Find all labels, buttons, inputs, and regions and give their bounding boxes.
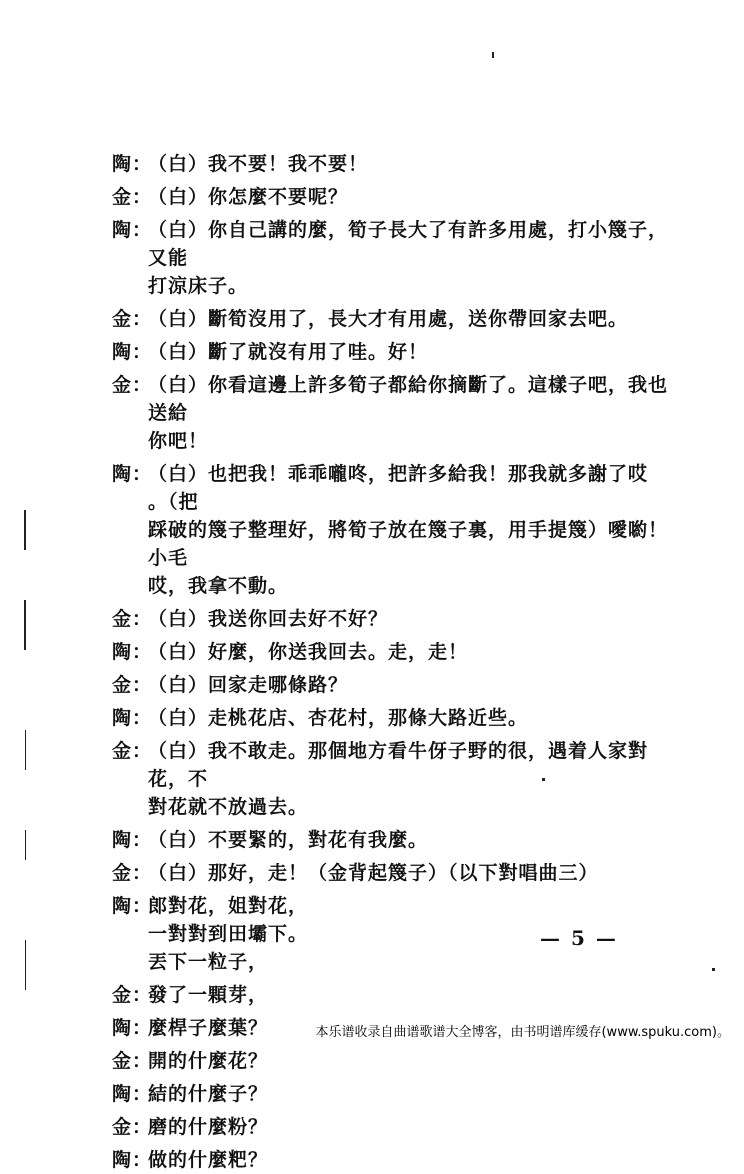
source-footer: 本乐谱收录自曲谱歌谱大全博客，由书明谱库缓存(www.spuku.com)。 <box>315 1025 730 1040</box>
dialogue-text: 做的什麼粑？ <box>148 1149 269 1171</box>
dialogue-text: 磨的什麼粉？ <box>148 1116 269 1138</box>
dialogue-text: （白）我不敢走。那個地方看牛伢子野的很，遇着人家對花，不 <box>148 740 649 790</box>
dialogue-text: （白）你怎麼不要呢？ <box>148 186 349 208</box>
speaker-label: 金： <box>112 740 153 762</box>
dialogue-text: （白）我不要！我不要！ <box>148 153 369 175</box>
speaker-label: 金： <box>112 186 153 208</box>
scan-mark <box>712 968 715 971</box>
speaker-label: 陶： <box>112 1083 153 1105</box>
dialogue-text: 麼桿子麼葉？ <box>148 1017 269 1039</box>
dialogue-text: 郎對花，姐對花， <box>148 895 309 917</box>
speaker-label: 陶： <box>112 1017 153 1039</box>
speaker-label: 金： <box>112 1050 153 1072</box>
dialogue-text: （白）斷了就沒有用了哇。好！ <box>148 341 429 363</box>
dialogue-line <box>112 338 672 366</box>
dialogue-continuation: 丟下一粒子， <box>148 951 269 973</box>
dialogue-line <box>112 605 672 633</box>
dialogue-text: （白）走桃花店、杏花村，那條大路近些。 <box>148 707 529 729</box>
dialogue-line <box>112 1146 672 1174</box>
dialogue-continuation: 你吧！ <box>148 430 209 452</box>
dialogue-line <box>112 1113 672 1141</box>
dialogue-line <box>112 305 672 333</box>
dialogue-line <box>112 737 672 793</box>
speaker-label: 陶： <box>112 463 153 485</box>
scan-mark <box>24 600 26 650</box>
speaker-label: 陶： <box>112 829 153 851</box>
speaker-label: 陶： <box>112 219 153 241</box>
dialogue-line <box>112 150 672 178</box>
dialogue-line <box>112 216 672 272</box>
speaker-label: 陶： <box>112 641 153 663</box>
dialogue-text: （白）好麼，你送我回去。走，走！ <box>148 641 469 663</box>
dialogue-continuation: 踩破的篾子整理好，將筍子放在篾子裏，用手提篾）噯喲！小毛 <box>148 519 669 569</box>
scan-mark <box>542 778 545 781</box>
dialogue-line <box>112 1047 672 1075</box>
dialogue-text: （白）你看這邊上許多筍子都給你摘斷了。這樣子吧，我也送給 <box>148 374 669 424</box>
dialogue-line <box>112 638 672 666</box>
dialogue-continuation: 哎，我拿不動。 <box>148 575 289 597</box>
dialogue-continuation: 打涼床子。 <box>148 275 249 297</box>
dialogue-line <box>112 460 672 516</box>
dialogue-line <box>112 826 672 854</box>
speaker-label: 陶： <box>112 1149 153 1171</box>
dialogue-text: （白）回家走哪條路？ <box>148 674 349 696</box>
speaker-label: 金： <box>112 984 153 1006</box>
dialogue-line <box>112 671 672 699</box>
dialogue-text: （白）我送你回去好不好？ <box>148 608 389 630</box>
speaker-label: 陶： <box>112 341 153 363</box>
speaker-label: 金： <box>112 862 153 884</box>
dialogue-continuation: 一對對到田壩下。 <box>148 923 309 945</box>
speaker-label: 金： <box>112 308 153 330</box>
scan-mark <box>25 730 26 770</box>
speaker-label: 陶： <box>112 707 153 729</box>
dialogue-text: （白）那好，走！（金背起篾子）（以下對唱曲三） <box>148 862 599 884</box>
speaker-label: 金： <box>112 608 153 630</box>
dialogue-text: （白）斷筍沒用了，長大才有用處，送你帶回家去吧。 <box>148 308 629 330</box>
speaker-label: 金： <box>112 1116 153 1138</box>
dialogue-text: 結的什麼子？ <box>148 1083 269 1105</box>
dialogue-line <box>112 981 672 1009</box>
dialogue-line <box>112 892 672 920</box>
scan-mark <box>25 830 26 860</box>
speaker-label: 金： <box>112 374 153 396</box>
dialogue-text: 發了一顆芽， <box>148 984 269 1006</box>
dialogue-line <box>112 183 672 211</box>
dialogue-line <box>112 704 672 732</box>
speaker-label: 金： <box>112 674 153 696</box>
scan-mark <box>24 510 26 550</box>
page-number: — 5 — <box>540 926 618 950</box>
speaker-label: 陶： <box>112 895 153 917</box>
dialogue-continuation: 對花就不放過去。 <box>148 796 309 818</box>
dialogue-text: （白）也把我！乖乖嚨咚，把許多給我！那我就多謝了哎 。（把 <box>148 463 649 513</box>
dialogue-text: 開的什麼花？ <box>148 1050 269 1072</box>
scan-mark <box>492 52 494 58</box>
dialogue-text: （白）你自己講的麼，筍子長大了有許多用處，打小篾子，又能 <box>148 219 669 269</box>
speaker-label: 陶： <box>112 153 153 175</box>
dialogue-line <box>112 859 672 887</box>
dialogue-line <box>112 1080 672 1108</box>
dialogue-text: （白）不要緊的，對花有我麼。 <box>148 829 429 851</box>
scan-mark <box>25 940 26 990</box>
dialogue-line <box>112 371 672 427</box>
